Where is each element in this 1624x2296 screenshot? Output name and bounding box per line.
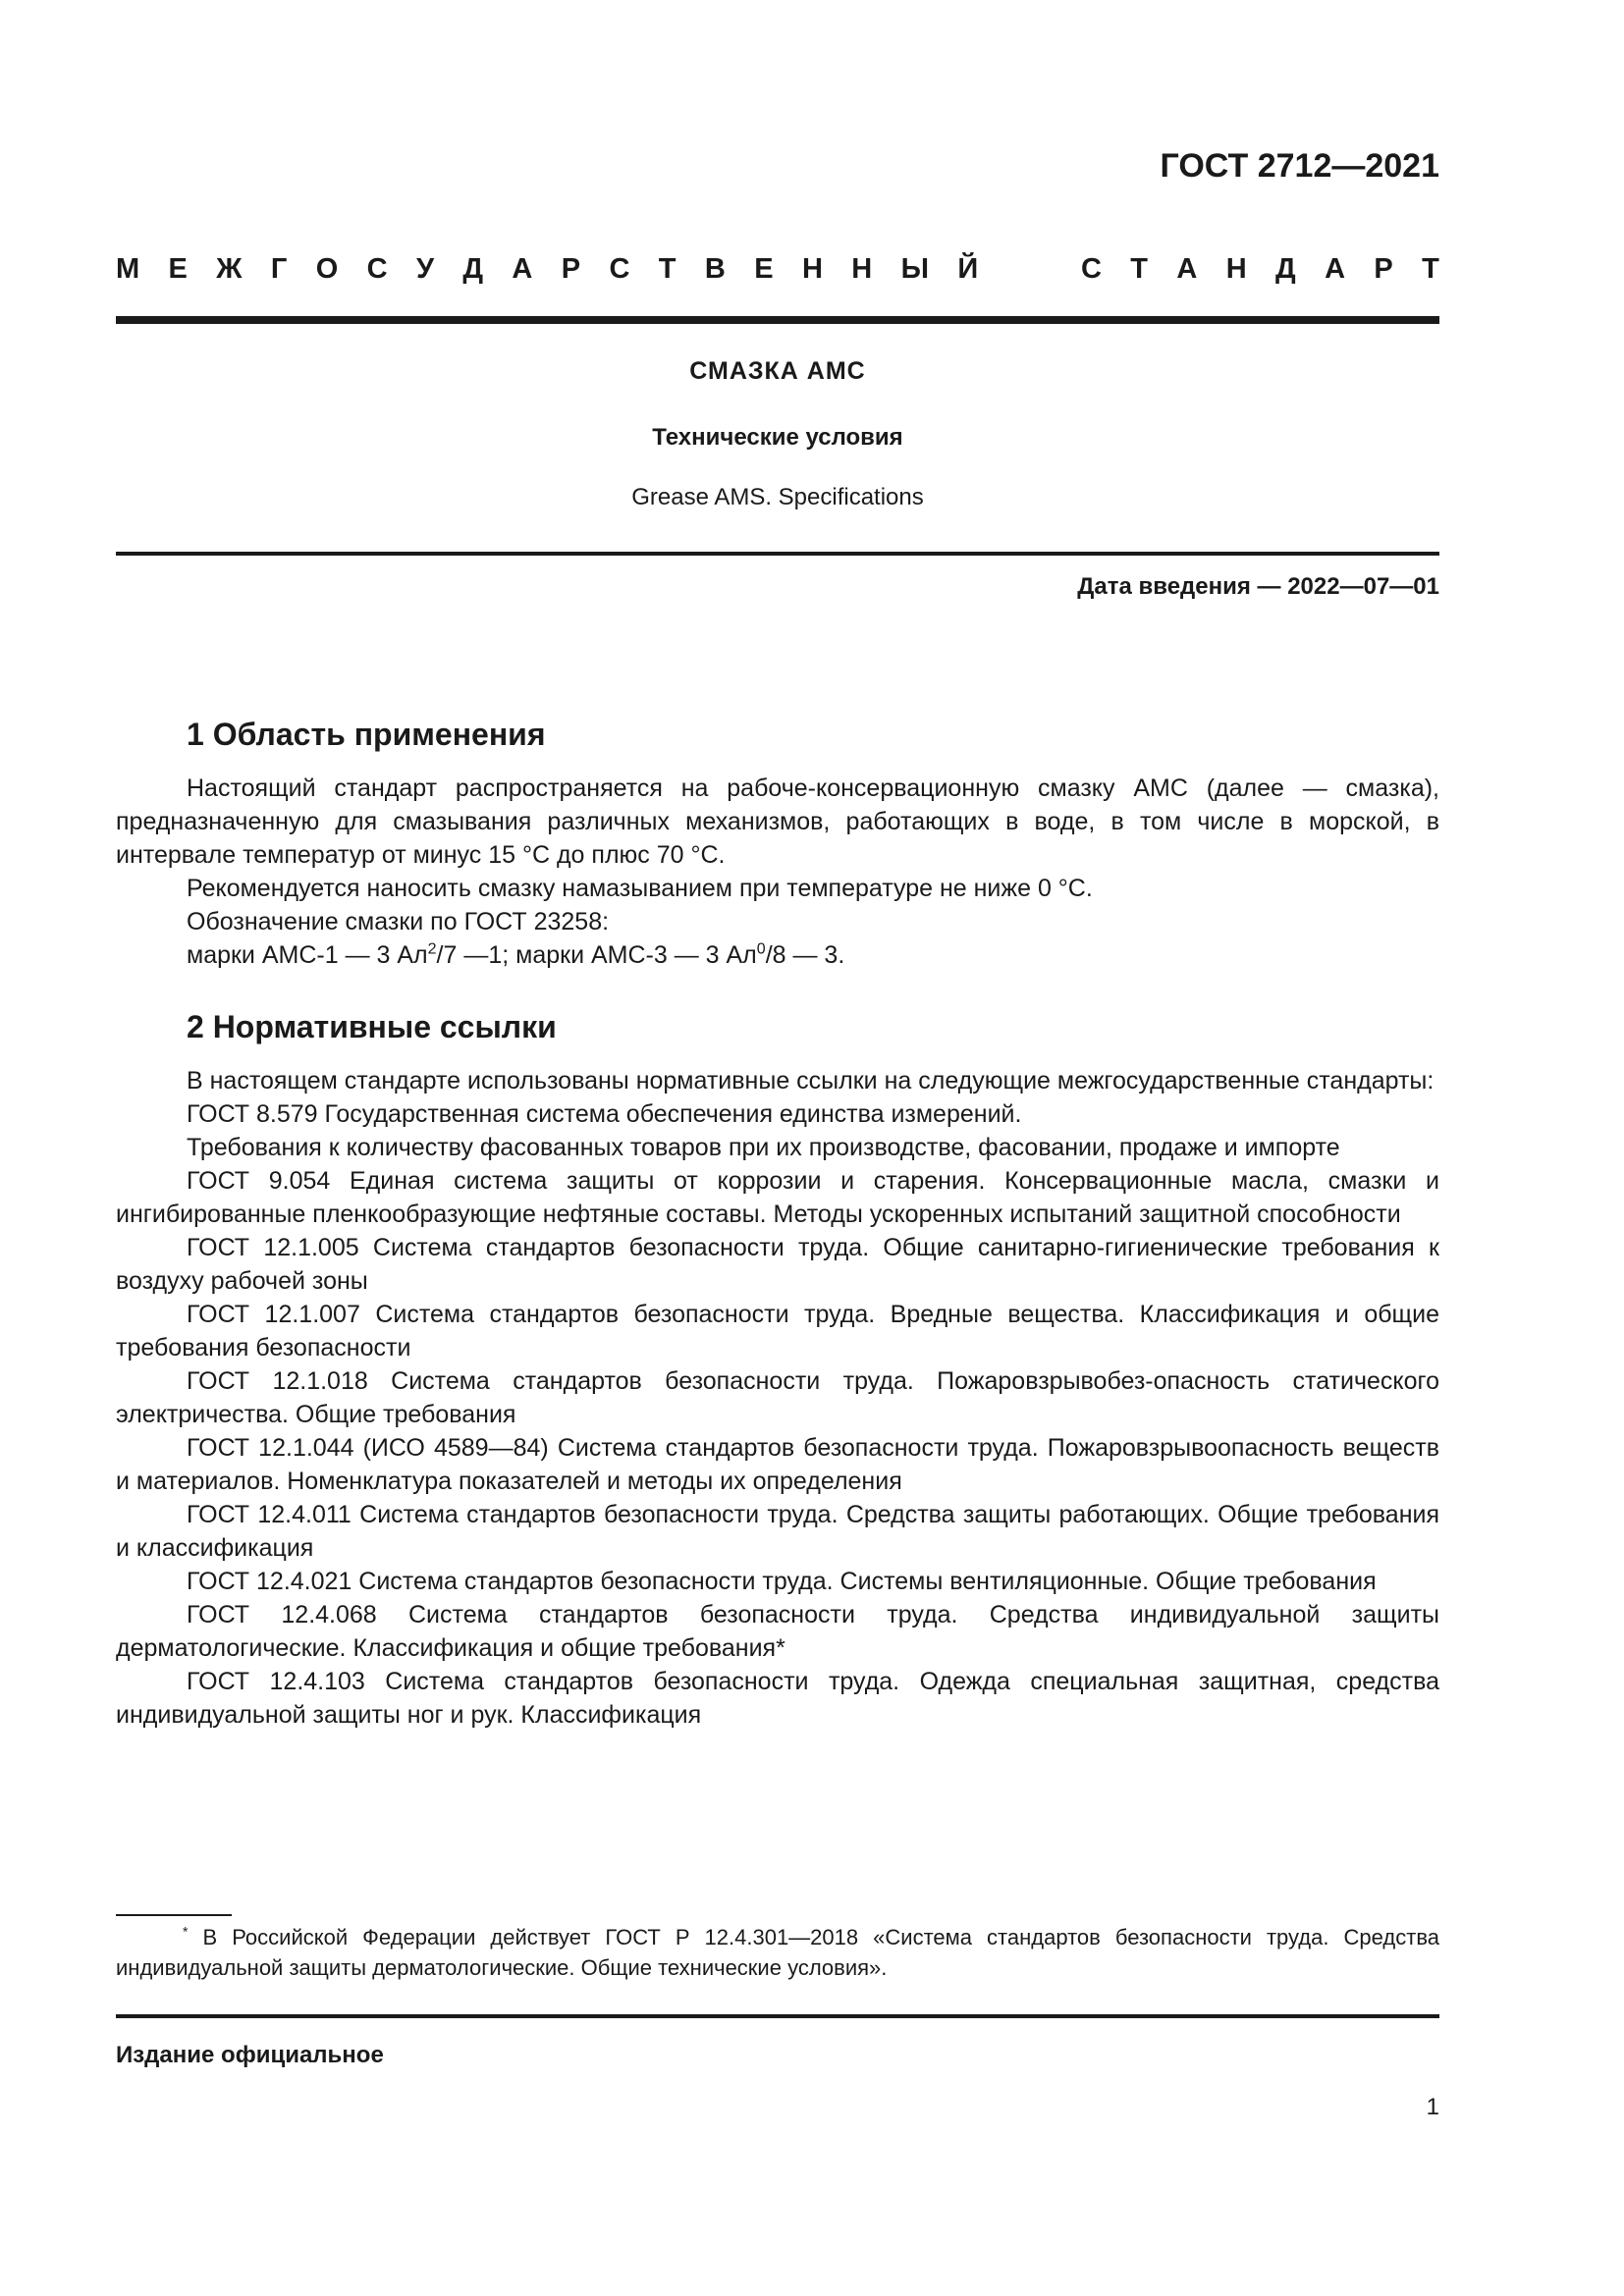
reference-item: ГОСТ 12.4.021 Система стандартов безопасности труда. Системы вентиляционные. Общие требования bbox=[187, 1568, 1377, 1595]
heading-letter: А bbox=[512, 253, 533, 285]
heading-letter: В bbox=[704, 253, 726, 285]
section-scope bbox=[116, 715, 1439, 972]
paragraph: В настоящем стандарте использованы нормативные ссылки на следующие межгосударственные стандарты: bbox=[187, 1067, 1435, 1095]
document-subtitle: Технические условия bbox=[652, 424, 903, 451]
designation-text: марки АМС-1 — 3 Ал bbox=[187, 941, 428, 969]
reference-item: ГОСТ 12.1.005 Система стандартов безопасности труда. Общие санитарно-гигиенические требования к воздуху рабочей зоны bbox=[116, 1234, 1439, 1295]
heading-letter: Т bbox=[658, 253, 677, 285]
heading-letter: Е bbox=[168, 253, 188, 285]
footnote bbox=[116, 1922, 1439, 1983]
heading-letter: Р bbox=[1374, 253, 1393, 285]
reference-item: ГОСТ 9.054 Единая система защиты от коррозии и старения. Консервационные масла, смазки и ингибированные пленкообразующие нефтяные составы. Методы ускоренных испытаний защитной способности bbox=[116, 1167, 1439, 1228]
heading-letter: А bbox=[1325, 253, 1346, 285]
footnote-rule bbox=[116, 1914, 232, 1916]
edition-label: Издание официальное bbox=[116, 2042, 384, 2068]
introduction-date: Дата введения — 2022—07—01 bbox=[1077, 573, 1439, 600]
heading-letter: У bbox=[415, 253, 434, 285]
heading-letter: Г bbox=[270, 253, 288, 285]
heading-letter: С bbox=[609, 253, 630, 285]
heading-letter: Д bbox=[462, 253, 484, 285]
heading-letter: Н bbox=[801, 253, 823, 285]
heading-letter: Ж bbox=[216, 253, 243, 285]
heading-letter: Н bbox=[1225, 253, 1247, 285]
heading-letter: Н bbox=[851, 253, 873, 285]
page-number: 1 bbox=[1426, 2094, 1439, 2120]
heading-letter: Д bbox=[1275, 253, 1296, 285]
grease-designation bbox=[116, 938, 1439, 972]
heading-letter: Й bbox=[957, 253, 979, 285]
reference-item: ГОСТ 12.1.007 Система стандартов безопасности труда. Вредные вещества. Классификация и общие требования безопасности bbox=[116, 1301, 1439, 1362]
heading-letter: Т bbox=[1130, 253, 1149, 285]
superscript: 0 bbox=[756, 940, 766, 958]
section-heading: 2 Нормативные ссылки bbox=[187, 1009, 557, 1044]
header-rule bbox=[116, 316, 1439, 324]
document-body bbox=[116, 715, 1439, 1732]
section-heading: 1 Область применения bbox=[187, 717, 546, 752]
standard-type-heading bbox=[116, 253, 1439, 286]
section-normative-references bbox=[116, 1007, 1439, 1732]
document-number: ГОСТ 2712—2021 bbox=[1160, 147, 1439, 185]
paragraph: Обозначение смазки по ГОСТ 23258: bbox=[187, 908, 610, 935]
document-title-english: Grease AMS. Specifications bbox=[631, 484, 924, 510]
reference-item: ГОСТ 12.4.011 Система стандартов безопасности труда. Средства защиты работающих. Общие требования и классификация bbox=[116, 1501, 1439, 1562]
footnote-marker: * bbox=[183, 1923, 189, 1940]
word-gap bbox=[1007, 253, 1053, 286]
paragraph: Настоящий стандарт распространяется на рабоче-консервационную смазку АМС (далее — смазка), предназначенную для смазывания различных механизмов, работающих в воде, в том числе в морской, в интервале температур от минус 15 °С до плюс 70 °С. bbox=[116, 774, 1439, 869]
reference-item: ГОСТ 12.1.018 Система стандартов безопасности труда. Пожаровзрывобез-опасность статического электричества. Общие требования bbox=[116, 1367, 1439, 1428]
heading-letter: М bbox=[116, 253, 140, 285]
heading-letter: С bbox=[1080, 253, 1102, 285]
heading-letter: О bbox=[315, 253, 339, 285]
heading-letter: С bbox=[366, 253, 388, 285]
heading-letter: Ы bbox=[900, 253, 929, 285]
reference-item: Требования к количеству фасованных товаров при их производстве, фасовании, продаже и импорте bbox=[187, 1134, 1340, 1161]
heading-letter: А bbox=[1176, 253, 1198, 285]
reference-item: ГОСТ 12.4.068 Система стандартов безопасности труда. Средства индивидуальной защиты дерматологические. Классификация и общие требования* bbox=[116, 1601, 1439, 1662]
title-rule bbox=[116, 552, 1439, 556]
reference-item: ГОСТ 12.4.103 Система стандартов безопасности труда. Одежда специальная защитная, средства индивидуальной защиты ног и рук. Классификация bbox=[116, 1668, 1439, 1729]
reference-item: ГОСТ 8.579 Государственная система обеспечения единства измерений. bbox=[187, 1100, 1022, 1128]
paragraph: Рекомендуется наносить смазку намазыванием при температуре не ниже 0 °С. bbox=[187, 875, 1093, 902]
footer-rule bbox=[116, 2014, 1439, 2018]
document-title: СМАЗКА АМС bbox=[689, 357, 866, 385]
designation-text: /7 —1; марки АМС-3 — 3 Ал bbox=[436, 941, 757, 969]
footnote-text: В Российской Федерации действует ГОСТ Р 12.4.301—2018 «Система стандартов безопасности труда. Средства индивидуальной защиты дерматологические. Общие технические условия». bbox=[116, 1925, 1439, 1980]
reference-item: ГОСТ 12.1.044 (ИСО 4589—84) Система стандартов безопасности труда. Пожаровзрывоопасность веществ и материалов. Номенклатура показателей и методы их определения bbox=[116, 1434, 1439, 1495]
heading-letter: Р bbox=[561, 253, 581, 285]
heading-letter: Е bbox=[754, 253, 774, 285]
heading-letter: Т bbox=[1422, 253, 1439, 285]
designation-text: /8 — 3. bbox=[765, 941, 845, 969]
superscript: 2 bbox=[427, 940, 437, 958]
